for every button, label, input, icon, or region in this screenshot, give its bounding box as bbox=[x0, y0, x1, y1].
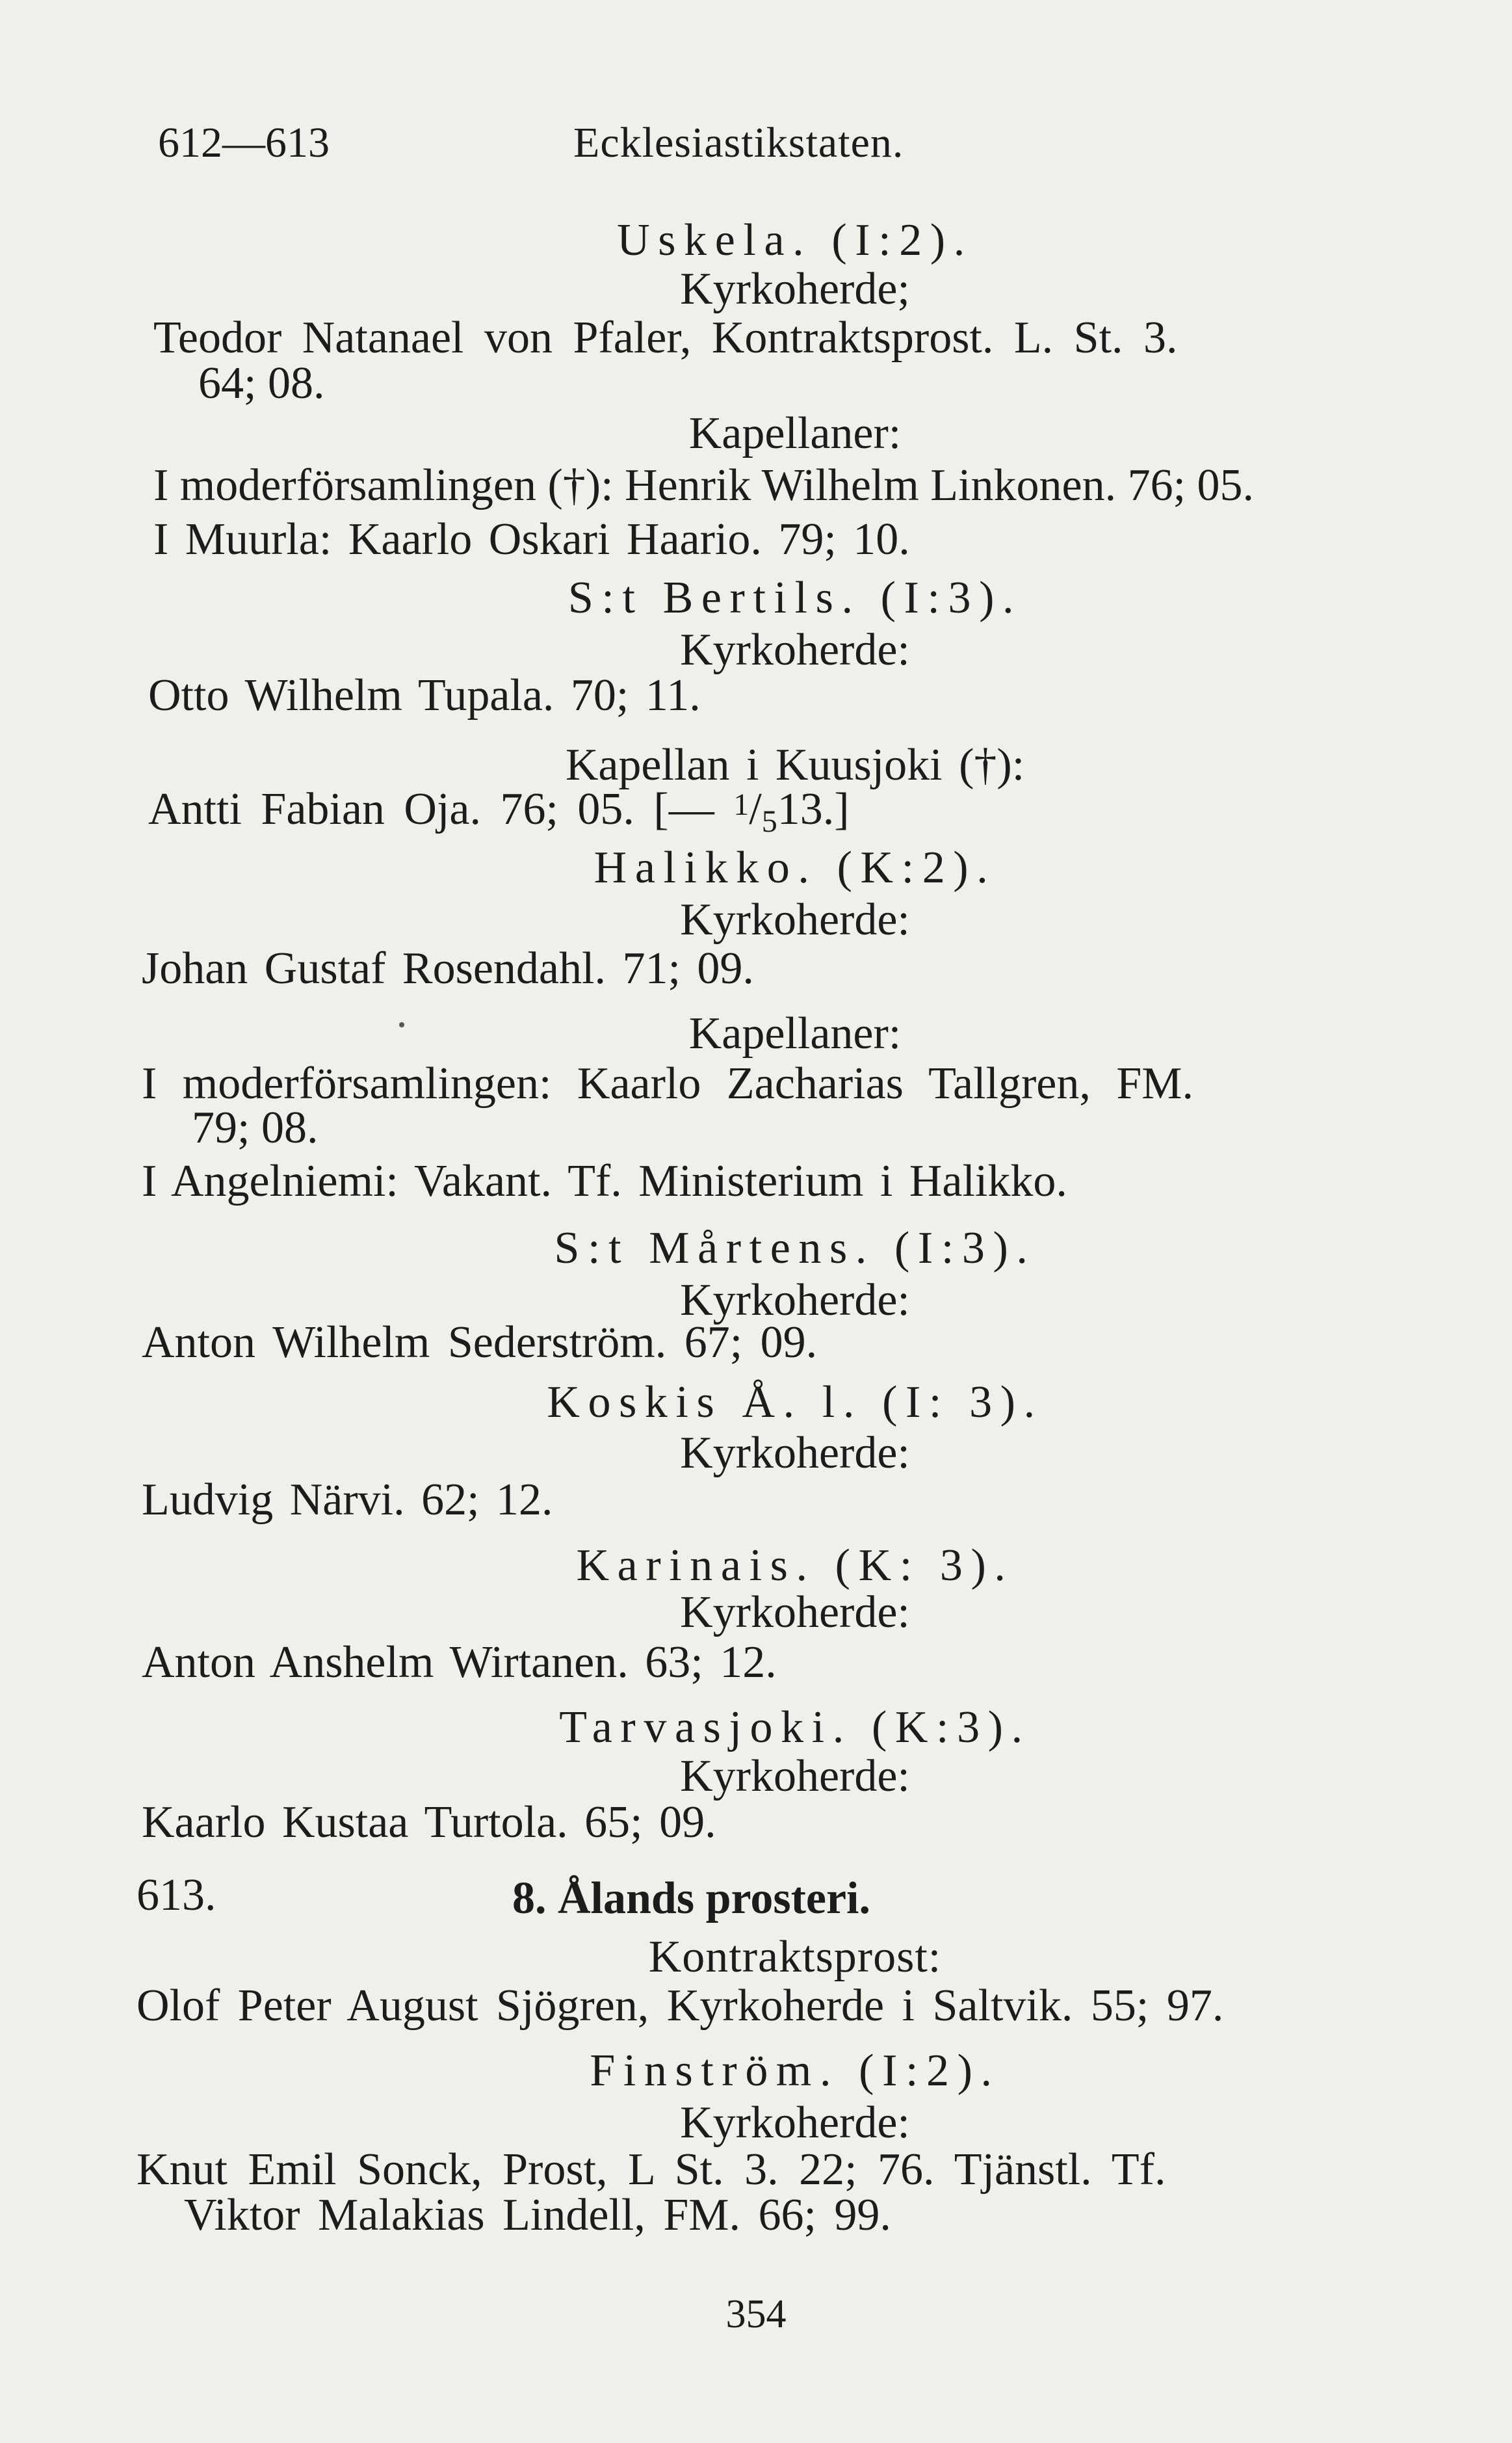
chaplain-entry-text: Antti Fabian Oja. 76; 05. [— bbox=[148, 784, 714, 834]
person-entry: Kaarlo Kustaa Turtola. 65; 09. bbox=[142, 1797, 716, 1847]
role-kyrkoherde: Kyrkoherde: bbox=[680, 625, 910, 675]
role-kyrkoherde: Kyrkoherde: bbox=[680, 1428, 910, 1478]
fraction-numerator: 1 bbox=[733, 787, 749, 822]
chaplain-entry: I moderförsamlingen: Kaarlo Zacharias Tallgren, FM. bbox=[142, 1059, 1194, 1109]
chaplain-entry: I moderförsamlingen (†): Henrik Wilhelm Linkonen. 76; 05. bbox=[153, 460, 1255, 510]
parish-heading-halikko: Halikko. (K:2). bbox=[593, 843, 997, 893]
person-entry: Anton Wilhelm Sederström. 67; 09. bbox=[142, 1317, 818, 1367]
page-range: 612—613 bbox=[158, 119, 330, 166]
parish-heading-karinais: Karinais. (K: 3). bbox=[576, 1540, 1014, 1591]
chaplain-entry-tail: 13.] bbox=[777, 784, 850, 834]
role-kapellaner: Kapellaner: bbox=[688, 408, 902, 458]
parish-heading-st-martens: S:t Mårtens. (I:3). bbox=[554, 1223, 1036, 1273]
role-kapellan: Kapellan i Kuusjoki (†): bbox=[565, 740, 1025, 790]
role-kontraktsprost: Kontraktsprost: bbox=[648, 1932, 942, 1982]
role-kyrkoherde: Kyrkoherde: bbox=[680, 895, 910, 945]
page-number: 354 bbox=[725, 2292, 787, 2336]
role-kyrkoherde: Kyrkoherde: bbox=[680, 2098, 910, 2148]
person-entry: Anton Anshelm Wirtanen. 63; 12. bbox=[142, 1637, 777, 1687]
parish-heading-koskis: Koskis Å. l. (I: 3). bbox=[547, 1377, 1043, 1427]
fraction-denominator: 5 bbox=[761, 804, 777, 839]
section-heading-alands-prosteri: 8. Ålands prosteri. bbox=[512, 1873, 870, 1923]
running-title: Ecklesiastikstaten. bbox=[573, 119, 904, 166]
role-kapellaner: Kapellaner: bbox=[688, 1009, 902, 1059]
person-entry-continuation: 64; 08. bbox=[198, 358, 325, 408]
person-entry: Otto Wilhelm Tupala. 70; 11. bbox=[148, 670, 701, 720]
chaplain-entry-continuation: 79; 08. bbox=[192, 1103, 319, 1153]
parish-heading-tarvasjoki: Tarvasjoki. (K:3). bbox=[559, 1702, 1031, 1752]
print-speck bbox=[399, 1022, 404, 1027]
chaplain-entry: Antti Fabian Oja. 76; 05. [— $^1$/513.] bbox=[148, 784, 850, 839]
chaplain-entry: I Muurla: Kaarlo Oskari Haario. 79; 10. bbox=[153, 514, 910, 564]
person-entry: Teodor Natanael von Pfaler, Kontraktsprost. L. St. 3. bbox=[153, 313, 1178, 363]
role-kyrkoherde: Kyrkoherde: bbox=[680, 1751, 910, 1801]
person-entry: Viktor Malakias Lindell, FM. 66; 99. bbox=[184, 2190, 891, 2240]
role-kyrkoherde: Kyrkoherde: bbox=[680, 1275, 910, 1325]
person-entry: Johan Gustaf Rosendahl. 71; 09. bbox=[142, 944, 754, 994]
parish-heading-finstrom: Finström. (I:2). bbox=[590, 2046, 1000, 2096]
section-number: 613. bbox=[137, 1870, 216, 1920]
chaplain-entry: I Angelniemi: Vakant. Tf. Ministerium i Halikko. bbox=[142, 1156, 1067, 1206]
person-entry: Ludvig Närvi. 62; 12. bbox=[142, 1475, 553, 1525]
parish-heading-st-bertils: S:t Bertils. (I:3). bbox=[567, 573, 1023, 623]
person-entry: Olof Peter August Sjögren, Kyrkoherde i Saltvik. 55; 97. bbox=[137, 1981, 1224, 2031]
role-kyrkoherde: Kyrkoherde; bbox=[680, 264, 910, 314]
parish-heading-uskela: Uskela. (I:2). bbox=[617, 215, 973, 265]
person-entry: Knut Emil Sonck, Prost, L St. 3. 22; 76. Tjänstl. Tf. bbox=[137, 2145, 1166, 2195]
role-kyrkoherde: Kyrkoherde: bbox=[680, 1587, 910, 1637]
